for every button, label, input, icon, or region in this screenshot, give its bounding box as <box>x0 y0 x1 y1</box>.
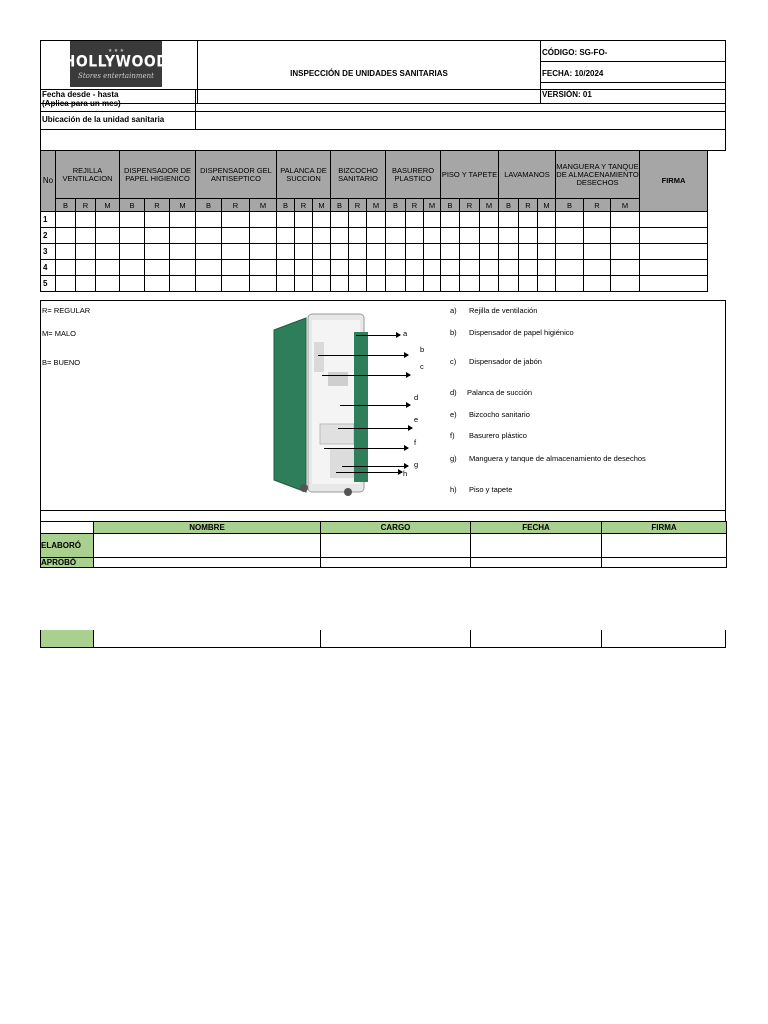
subheader-m: M <box>611 199 640 212</box>
grid-cell[interactable] <box>424 212 441 228</box>
grid-cell[interactable] <box>313 244 331 260</box>
item-text: Basurero plástico <box>469 431 527 440</box>
ubicacion-input[interactable] <box>195 111 726 130</box>
subheader-b: B <box>277 199 295 212</box>
legend-bueno: B= BUENO <box>42 358 81 367</box>
grid-cell[interactable] <box>76 276 96 292</box>
grid-cell[interactable] <box>538 212 556 228</box>
grid-cell[interactable] <box>538 228 556 244</box>
grid-cell[interactable] <box>538 244 556 260</box>
subheader-r: R <box>519 199 538 212</box>
subheader-m: M <box>480 199 499 212</box>
letter-a: a <box>403 329 408 338</box>
form-title: INSPECCIÓN DE UNIDADES SANITARIAS <box>290 69 448 78</box>
sanitary-unit-image <box>268 312 378 502</box>
table-row <box>41 260 708 276</box>
grid-cell[interactable] <box>196 276 222 292</box>
grid-cell[interactable] <box>480 260 499 276</box>
grid-cell[interactable] <box>295 260 313 276</box>
item-key: g) <box>450 454 457 463</box>
grid-cell[interactable] <box>499 276 519 292</box>
grid-cell[interactable] <box>331 212 349 228</box>
hollywood-logo: ★ ★ ★ HOLLYWOOD Stores entertainment <box>70 41 162 87</box>
grid-cell[interactable] <box>196 228 222 244</box>
grid-cell[interactable] <box>386 260 406 276</box>
col-header-lavamanos: LAVAMANOS <box>499 151 556 199</box>
grid-cell[interactable] <box>441 260 460 276</box>
col-header-palanca: PALANCA DE SUCCION <box>277 151 331 199</box>
grid-cell[interactable] <box>584 244 611 260</box>
sig-header-nombre: NOMBRE <box>94 522 321 534</box>
grid-cell[interactable] <box>277 260 295 276</box>
grid-cell[interactable] <box>480 276 499 292</box>
grid-cell[interactable] <box>170 260 196 276</box>
grid-cell[interactable] <box>120 276 145 292</box>
grid-cell[interactable] <box>538 276 556 292</box>
sig-header-firma: FIRMA <box>602 522 727 534</box>
subheader-row <box>41 199 708 212</box>
grid-cell[interactable] <box>196 212 222 228</box>
subheader-b: B <box>386 199 406 212</box>
grid-cell[interactable] <box>640 228 708 244</box>
grid-cell[interactable] <box>519 212 538 228</box>
grid-cell[interactable] <box>96 244 120 260</box>
grid-cell[interactable] <box>196 260 222 276</box>
grid-cell[interactable] <box>277 228 295 244</box>
grid-cell[interactable] <box>611 276 640 292</box>
col-header-basurero: BASURERO PLASTICO <box>386 151 441 199</box>
grid-cell[interactable] <box>406 212 424 228</box>
grid-cell[interactable] <box>556 276 584 292</box>
grid-cell[interactable] <box>460 244 480 260</box>
grid-cell[interactable] <box>611 228 640 244</box>
grid-cell[interactable] <box>386 228 406 244</box>
subheader-m: M <box>250 199 277 212</box>
grid-cell[interactable] <box>406 276 424 292</box>
grid-cell[interactable] <box>331 260 349 276</box>
grid-cell[interactable] <box>313 228 331 244</box>
elaboro-cargo[interactable] <box>321 534 471 558</box>
grid-cell[interactable] <box>460 276 480 292</box>
grid-cell[interactable] <box>611 244 640 260</box>
item-key: f) <box>450 431 455 440</box>
grid-cell[interactable] <box>295 212 313 228</box>
grid-cell[interactable] <box>331 276 349 292</box>
grid-cell[interactable] <box>250 244 277 260</box>
grid-cell[interactable] <box>120 260 145 276</box>
grid-cell[interactable] <box>145 244 170 260</box>
item-key: c) <box>450 357 457 366</box>
grid-cell[interactable] <box>519 260 538 276</box>
grid-cell[interactable] <box>76 228 96 244</box>
grid-cell[interactable] <box>313 260 331 276</box>
col-header-manguera: MANGUERA Y TANQUE DE ALMACENAMIENTO DESECHOS <box>556 151 640 199</box>
grid-cell[interactable] <box>519 244 538 260</box>
grid-cell[interactable] <box>295 244 313 260</box>
grid-cell[interactable] <box>424 244 441 260</box>
grid-cell[interactable] <box>170 228 196 244</box>
grid-cell[interactable] <box>222 260 250 276</box>
grid-cell[interactable] <box>584 228 611 244</box>
grid-cell[interactable] <box>406 228 424 244</box>
fecha: FECHA: 10/2024 <box>542 69 604 78</box>
row-number: 1 <box>41 212 56 228</box>
grid-cell[interactable] <box>406 244 424 260</box>
grid-cell[interactable] <box>250 276 277 292</box>
grid-cell[interactable] <box>96 228 120 244</box>
grid-cell[interactable] <box>56 260 76 276</box>
grid-cell[interactable] <box>480 228 499 244</box>
grid-cell[interactable] <box>331 228 349 244</box>
subheader-r: R <box>349 199 367 212</box>
grid-cell[interactable] <box>56 228 76 244</box>
letter-d: d <box>414 393 419 402</box>
col-header-piso: PISO Y TAPETE <box>441 151 499 199</box>
grid-cell[interactable] <box>145 228 170 244</box>
letter-c: c <box>420 362 424 371</box>
legend-regular: R= REGULAR <box>42 306 91 315</box>
item-text: Palanca de succión <box>467 388 533 397</box>
subheader-m: M <box>367 199 386 212</box>
grid-cell[interactable] <box>584 260 611 276</box>
grid-cell[interactable] <box>222 212 250 228</box>
col-header-gel: DISPENSADOR GEL ANTISEPTICO <box>196 151 277 199</box>
sig-header-fecha: FECHA <box>471 522 602 534</box>
grid-cell[interactable] <box>519 276 538 292</box>
logo-tagline: Stores entertainment <box>78 72 154 80</box>
grid-cell[interactable] <box>120 228 145 244</box>
grid-cell[interactable] <box>313 276 331 292</box>
grid-cell[interactable] <box>196 244 222 260</box>
subheader-b: B <box>441 199 460 212</box>
row-number: 2 <box>41 228 56 244</box>
grid-cell[interactable] <box>386 276 406 292</box>
grid-cell[interactable] <box>538 260 556 276</box>
grid-cell[interactable] <box>250 212 277 228</box>
grid-cell[interactable] <box>499 228 519 244</box>
grid-cell[interactable] <box>640 212 708 228</box>
grid-cell[interactable] <box>611 212 640 228</box>
grid-cell[interactable] <box>277 244 295 260</box>
grid-cell[interactable] <box>76 260 96 276</box>
grid-cell[interactable] <box>170 212 196 228</box>
letter-e: e <box>414 415 419 424</box>
grid-cell[interactable] <box>145 276 170 292</box>
grid-cell[interactable] <box>640 244 708 260</box>
grid-cell[interactable] <box>367 228 386 244</box>
grid-cell[interactable] <box>480 212 499 228</box>
subheader-r: R <box>295 199 313 212</box>
sig-header-cargo: CARGO <box>321 522 471 534</box>
grid-cell[interactable] <box>460 212 480 228</box>
elaboro-firma[interactable] <box>602 534 727 558</box>
row-number: 3 <box>41 244 56 260</box>
ubicacion-label: Ubicación de la unidad sanitaria <box>42 115 165 124</box>
grid-cell[interactable] <box>480 244 499 260</box>
grid-cell[interactable] <box>556 212 584 228</box>
grid-cell[interactable] <box>406 260 424 276</box>
subheader-m: M <box>538 199 556 212</box>
table-row <box>41 228 708 244</box>
grid-cell[interactable] <box>349 276 367 292</box>
letter-h: h <box>403 469 408 478</box>
fecha-desde-label: Fecha desde - hasta <box>42 90 119 99</box>
grid-cell[interactable] <box>295 228 313 244</box>
grid-cell[interactable] <box>349 244 367 260</box>
subheader-r: R <box>76 199 96 212</box>
grid-cell[interactable] <box>349 260 367 276</box>
item-key: e) <box>450 410 457 419</box>
subheader-m: M <box>424 199 441 212</box>
grid-cell[interactable] <box>120 212 145 228</box>
grid-cell[interactable] <box>499 244 519 260</box>
col-header-rejilla: REJILLA VENTILACION <box>56 151 120 199</box>
item-text: Manguera y tanque de almacenamiento de desechos <box>469 454 646 463</box>
grid-cell[interactable] <box>250 260 277 276</box>
elaboro-nombre[interactable] <box>94 534 321 558</box>
grid-cell[interactable] <box>584 276 611 292</box>
elaboro-label: ELABORÓ <box>41 534 94 558</box>
subheader-b: B <box>331 199 349 212</box>
grid-cell[interactable] <box>441 244 460 260</box>
item-key: d) <box>450 388 457 397</box>
grid-cell[interactable] <box>367 244 386 260</box>
item-key: h) <box>450 485 457 494</box>
grid-cell[interactable] <box>349 228 367 244</box>
grid-cell[interactable] <box>556 260 584 276</box>
subheader-r: R <box>460 199 480 212</box>
letter-g: g <box>414 460 419 469</box>
row-number: 4 <box>41 260 56 276</box>
grid-cell[interactable] <box>424 260 441 276</box>
item-key: a) <box>450 306 457 315</box>
grid-cell[interactable] <box>424 276 441 292</box>
fecha-input[interactable] <box>195 89 726 112</box>
table-row <box>41 276 708 292</box>
grid-cell[interactable] <box>441 212 460 228</box>
grid-cell[interactable] <box>640 276 708 292</box>
legend-malo: M= MALO <box>42 329 76 338</box>
grid-cell[interactable] <box>56 276 76 292</box>
row-number: 5 <box>41 276 56 292</box>
subheader-r: R <box>222 199 250 212</box>
grid-cell[interactable] <box>441 228 460 244</box>
subheader-b: B <box>556 199 584 212</box>
subheader-r: R <box>584 199 611 212</box>
grid-cell[interactable] <box>76 244 96 260</box>
table-row <box>41 244 708 260</box>
grid-cell[interactable] <box>367 260 386 276</box>
logo-text: HOLLYWOOD <box>63 52 169 72</box>
grid-cell[interactable] <box>367 276 386 292</box>
subheader-b: B <box>56 199 76 212</box>
grid-cell[interactable] <box>519 228 538 244</box>
no-header: No <box>41 151 56 212</box>
grid-cell[interactable] <box>367 212 386 228</box>
grid-cell[interactable] <box>499 212 519 228</box>
subheader-b: B <box>499 199 519 212</box>
subheader-m: M <box>170 199 196 212</box>
grid-cell[interactable] <box>76 212 96 228</box>
grid-cell[interactable] <box>277 212 295 228</box>
version: VERSIÓN: 01 <box>542 90 592 99</box>
item-text: Bizcocho sanitario <box>469 410 530 419</box>
grid-cell[interactable] <box>640 260 708 276</box>
subheader-m: M <box>96 199 120 212</box>
aprobo-label: APROBÓ <box>41 558 94 568</box>
grid-cell[interactable] <box>386 244 406 260</box>
grid-cell[interactable] <box>145 260 170 276</box>
grid-cell[interactable] <box>460 260 480 276</box>
grid-cell[interactable] <box>120 244 145 260</box>
grid-cell[interactable] <box>145 212 170 228</box>
grid-cell[interactable] <box>222 228 250 244</box>
grid-cell[interactable] <box>96 276 120 292</box>
item-text: Dispensador de jabón <box>469 357 542 366</box>
grid-cell[interactable] <box>96 260 120 276</box>
aplica-label: (Aplica para un mes) <box>42 99 121 108</box>
firma-header: FIRMA <box>640 151 708 212</box>
grid-cell[interactable] <box>424 228 441 244</box>
grid-cell[interactable] <box>277 276 295 292</box>
grid-cell[interactable] <box>170 244 196 260</box>
grid-cell[interactable] <box>349 212 367 228</box>
item-text: Rejilla de ventilación <box>469 306 538 315</box>
item-text: Dispensador de papel higiénico <box>469 328 574 337</box>
grid-cell[interactable] <box>386 212 406 228</box>
grid-cell[interactable] <box>96 212 120 228</box>
item-key: b) <box>450 328 457 337</box>
grid-cell[interactable] <box>222 276 250 292</box>
grid-cell[interactable] <box>56 212 76 228</box>
blank-row <box>40 129 726 151</box>
signature-table <box>40 521 727 568</box>
grid-cell[interactable] <box>460 228 480 244</box>
grid-cell[interactable] <box>56 244 76 260</box>
page-break-band <box>0 568 768 630</box>
grid-cell[interactable] <box>295 276 313 292</box>
grid-cell[interactable] <box>250 228 277 244</box>
letter-b: b <box>420 345 425 354</box>
grid-cell[interactable] <box>313 212 331 228</box>
letter-f: f <box>414 438 417 447</box>
elaboro-fecha[interactable] <box>471 534 602 558</box>
inspection-grid <box>40 150 708 292</box>
col-header-papel: DISPENSADOR DE PAPEL HIGIENICO <box>120 151 196 199</box>
grid-cell[interactable] <box>584 212 611 228</box>
grid-cell[interactable] <box>611 260 640 276</box>
grid-cell[interactable] <box>556 244 584 260</box>
subheader-r: R <box>145 199 170 212</box>
grid-cell[interactable] <box>331 244 349 260</box>
subheader-b: B <box>196 199 222 212</box>
grid-cell[interactable] <box>499 260 519 276</box>
grid-cell[interactable] <box>222 244 250 260</box>
grid-cell[interactable] <box>441 276 460 292</box>
subheader-r: R <box>406 199 424 212</box>
subheader-m: M <box>313 199 331 212</box>
grid-cell[interactable] <box>170 276 196 292</box>
aprobo-row-continued <box>40 630 726 648</box>
col-header-bizcocho: BIZCOCHO SANITARIO <box>331 151 386 199</box>
item-text: Piso y tapete <box>469 485 513 494</box>
subheader-b: B <box>120 199 145 212</box>
grid-cell[interactable] <box>556 228 584 244</box>
codigo: CÓDIGO: SG-FO- <box>542 48 608 57</box>
table-row <box>41 212 708 228</box>
